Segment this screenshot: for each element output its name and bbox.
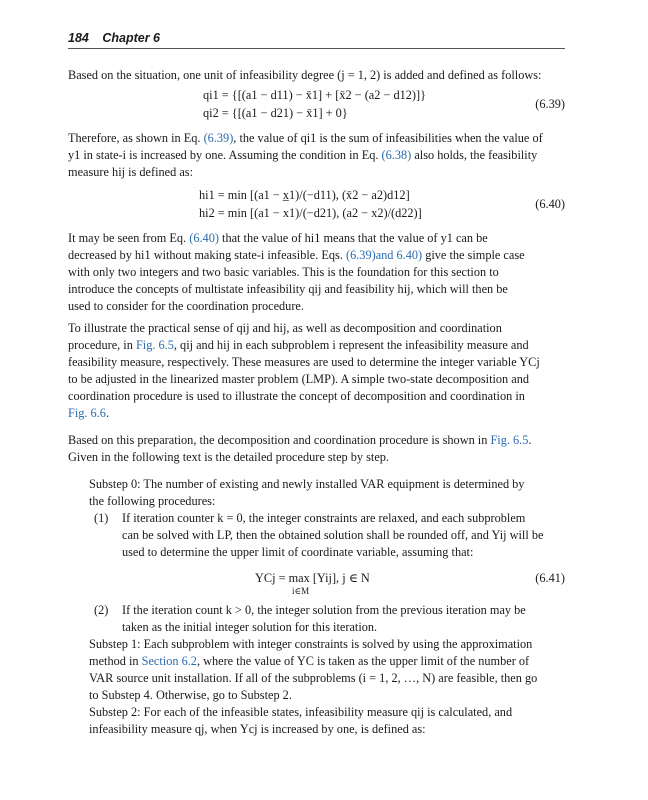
- p2-text: , the value of qi1 is the sum of infeasibilities when the value of: [233, 131, 543, 145]
- eqs-6-39-6-40-link[interactable]: (6.39)and 6.40): [345, 248, 423, 262]
- p3-text: It may be seen from Eq.: [68, 231, 190, 245]
- substep-2: [89, 704, 565, 738]
- substep2-text: infeasibility measure qj, when Ycj is increased by one, is defined as:: [89, 722, 426, 736]
- p2-text: y1 in state-i is increased by one. Assuming the condition in Eq.: [68, 148, 382, 162]
- p5-text: .: [528, 433, 532, 447]
- p2-text: Therefore, as shown in Eq.: [68, 131, 204, 145]
- section-6-2-link[interactable]: Section 6.2: [141, 654, 197, 668]
- item2-text: If the iteration count k > 0, the integer solution from the previous iteration may be: [122, 603, 526, 617]
- item2-text: taken as the initial integer solution for this iteration.: [122, 620, 378, 634]
- item1-text: used to determine the upper limit of coordinate variable, assuming that:: [122, 545, 474, 559]
- substep1-text: method in: [89, 654, 142, 668]
- substep1-text: , where the value of YC is taken as the upper limit of the number of: [196, 654, 530, 668]
- p4-text: procedure, in: [68, 338, 136, 352]
- substep0-text: the following procedures:: [89, 494, 216, 508]
- fig-6-5-link-2[interactable]: Fig. 6.5: [490, 433, 529, 447]
- equation-6-41: YCj = max [Yij], j ∈ N: [255, 571, 370, 585]
- item-number: (1): [94, 511, 109, 525]
- eq-6-40-link[interactable]: (6.40): [189, 231, 219, 245]
- fig-6-6-link[interactable]: Fig. 6.6: [68, 406, 106, 420]
- equation-number-6-40: (6.40): [535, 197, 565, 211]
- eq-6-38-link[interactable]: (6.38): [381, 148, 412, 162]
- chapter-label: Chapter 6: [102, 31, 160, 45]
- paragraph-5: [68, 432, 565, 466]
- p4-text: , qij and hij in each subproblem i represent the infeasibility measure and: [173, 338, 529, 352]
- paragraph-3: [68, 230, 565, 315]
- equation-6-39-line-1: qi1 = {[(a1 − d11) − x̄1] + [x̄2 − (a2 − d12)]}: [203, 88, 427, 102]
- substep2-text: Substep 2: For each of the infeasible states, infeasibility measure qij is calculated, and: [89, 705, 513, 719]
- procedure-item-1: [94, 510, 565, 561]
- procedure-item-2: [94, 602, 565, 636]
- p3-text: used to consider for the coordination procedure.: [68, 299, 304, 313]
- item1-text: can be solved with LP, then the obtained solution shall be rounded off, and Yij will be: [122, 528, 544, 542]
- paragraph-4: [68, 320, 565, 422]
- item-number: (2): [94, 603, 109, 617]
- equation-6-40-line-2: hi2 = min [(a1 − x1)/(−d21), (a2 − x2)/(d22)]: [199, 206, 422, 220]
- p4-text: coordination procedure is used to illustrate the concept of decomposition and coordination in: [68, 389, 525, 403]
- equation-6-40-line-1: hi1 = min [(a1 − x̲1)/(−d11), (x̄2 − a2)d12]: [199, 188, 410, 202]
- p5-text: Given in the following text is the detailed procedure step by step.: [68, 450, 390, 464]
- p4-text: to be adjusted in the linearized master problem (LMP). A simple two-state decomposition and: [68, 372, 530, 386]
- eq-6-39-link[interactable]: (6.39): [203, 131, 234, 145]
- fig-6-5-link[interactable]: Fig. 6.5: [135, 338, 174, 352]
- equation-number-6-39: (6.39): [535, 97, 565, 111]
- equation-6-41-subscript: i∈M: [292, 586, 310, 596]
- substep0-text: Substep 0: The number of existing and newly installed VAR equipment is determined by: [89, 477, 525, 491]
- substep1-text: to Substep 4. Otherwise, go to Substep 2.: [89, 688, 292, 702]
- p2-text: measure hij is defined as:: [68, 165, 193, 179]
- substep-0: [89, 476, 565, 510]
- p3-text: give the simple case: [422, 248, 525, 262]
- page-number: 184: [68, 31, 89, 45]
- item1-text: If iteration counter k = 0, the integer constraints are relaxed, and each subproblem: [122, 511, 526, 525]
- p3-text: with only two integers and two basic variables. This is the foundation for this section to: [68, 265, 499, 279]
- p5-text: Based on this preparation, the decomposition and coordination procedure is shown in: [68, 433, 491, 447]
- equation-6-39-line-2: qi2 = {[(a1 − d21) − x̄1] + 0}: [203, 106, 348, 120]
- equation-number-6-41: (6.41): [535, 571, 565, 585]
- substep1-text: VAR source unit installation. If all of the subproblems (i = 1, 2, …, N) are feasible, then go: [89, 671, 538, 685]
- p2-text: also holds, the feasibility: [411, 148, 538, 162]
- p1-line: Based on the situation, one unit of infeasibility degree (j = 1, 2) is added and defined as follows:: [68, 68, 542, 82]
- paragraph-1: [68, 67, 565, 84]
- p3-text: that the value of hi1 means that the value of y1 can be: [218, 231, 488, 245]
- p3-text: introduce the concepts of multistate infeasibility qij and feasibility hij, which will then be: [68, 282, 508, 296]
- p4-text: .: [105, 406, 110, 420]
- running-header: [68, 31, 565, 49]
- p4-text: feasibility measure, respectively. These measures are used to determine the integer variable YCj: [68, 355, 540, 369]
- p3-text: decreased by hi1 without making state-i infeasible. Eqs.: [68, 248, 346, 262]
- p4-text: To illustrate the practical sense of qij and hij, as well as decomposition and coordination: [68, 321, 502, 335]
- substep-1: [89, 636, 565, 704]
- substep1-text: Substep 1: Each subproblem with integer constraints is solved by using the approximation: [89, 637, 533, 651]
- paragraph-2: [68, 130, 565, 181]
